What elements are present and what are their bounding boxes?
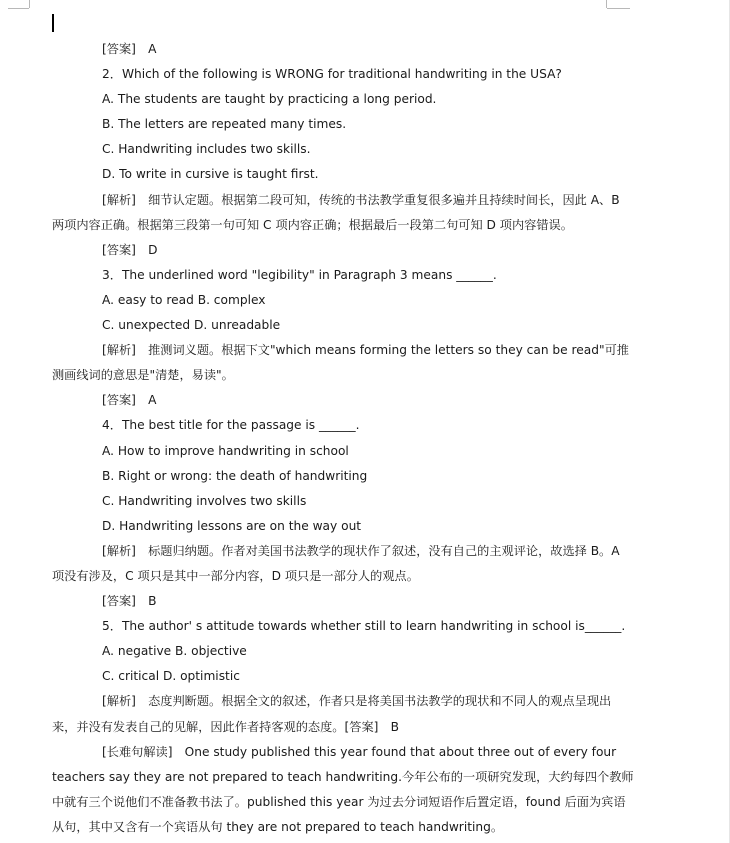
text-line: 2．Which of the following is WRONG for traditional handwriting in the USA? xyxy=(102,67,562,82)
text-line: [答案] A xyxy=(102,42,157,56)
text-line: D. Handwriting lessons are on the way out xyxy=(102,518,362,533)
text-line: C. critical D. optimistic xyxy=(102,669,240,684)
text-line: [解析] 态度判断题。根据全文的叙述，作者只是将美国书法教学的现状和不同人的观点呈现出 xyxy=(102,694,612,709)
text-line: [答案] B xyxy=(102,594,157,609)
text-line: [解析] 细节认定题。根据第二段可知，传统的书法教学重复很多遍并且持续时间长，因此 A、B xyxy=(102,192,620,207)
text-line: [长难句解读] One study published this year found that about three out of every four xyxy=(102,744,617,759)
page-corner-mark-right xyxy=(607,8,630,9)
text-line: [答案] A xyxy=(102,393,157,408)
text-line: 3．The underlined word "legibility" in Paragraph 3 means ______. xyxy=(102,267,497,282)
text-line: [答案] D xyxy=(102,242,158,257)
text-line: D. To write in cursive is taught first. xyxy=(102,167,319,182)
text-line: 测画线词的意思是"清楚，易读"。 xyxy=(52,368,234,383)
document-body[interactable] xyxy=(52,37,634,840)
text-line: [解析] 标题归纳题。作者对美国书法教学的现状作了叙述，没有自己的主观评论，故选择 B。A xyxy=(102,543,620,558)
page-corner-mark-left xyxy=(8,8,29,9)
page-corner-mark-right xyxy=(606,0,607,8)
text-line: A. easy to read B. complex xyxy=(102,292,266,307)
text-line: [解析] 推测词义题。根据下文"which means forming the letters so they can be read"可推 xyxy=(102,343,629,358)
text-line: C. Handwriting includes two skills. xyxy=(102,142,311,157)
text-line: 中就有三个说他们不准备教书法了。published this year 为过去分词短语作后置定语，found 后面为宾语 xyxy=(52,794,626,809)
text-line: 5．The author' s attitude towards whether still to learn handwriting in school is______. xyxy=(102,619,626,634)
page-corner-mark-left xyxy=(29,0,30,8)
text-line: 来，并没有发表自己的见解，因此作者持客观的态度。[答案] B xyxy=(52,719,399,734)
text-line: C. unexpected D. unreadable xyxy=(102,318,281,333)
text-line: A. negative B. objective xyxy=(102,644,247,659)
text-line: A. How to improve handwriting in school xyxy=(102,443,349,458)
text-line: 两项内容正确。根据第三段第一句可知 C 项内容正确；根据最后一段第二句可知 D 项内容错误。 xyxy=(52,217,573,232)
text-line: B. The letters are repeated many times. xyxy=(102,117,347,132)
text-line: teachers say they are not prepared to teach handwriting.今年公布的一项研究发现，大约每四个教师 xyxy=(52,769,634,784)
text-line: C. Handwriting involves two skills xyxy=(102,493,307,508)
text-line: 从句，其中又含有一个宾语从句 they are not prepared to teach handwriting。 xyxy=(52,819,504,834)
text-line: 4．The best title for the passage is ______. xyxy=(102,418,360,433)
text-line: B. Right or wrong: the death of handwriting xyxy=(102,468,368,483)
text-cursor xyxy=(52,14,54,32)
text-line: A. The students are taught by practicing a long period. xyxy=(102,92,437,107)
text-line: 项没有涉及，C 项只是其中一部分内容，D 项只是一部分人的观点。 xyxy=(52,568,419,583)
